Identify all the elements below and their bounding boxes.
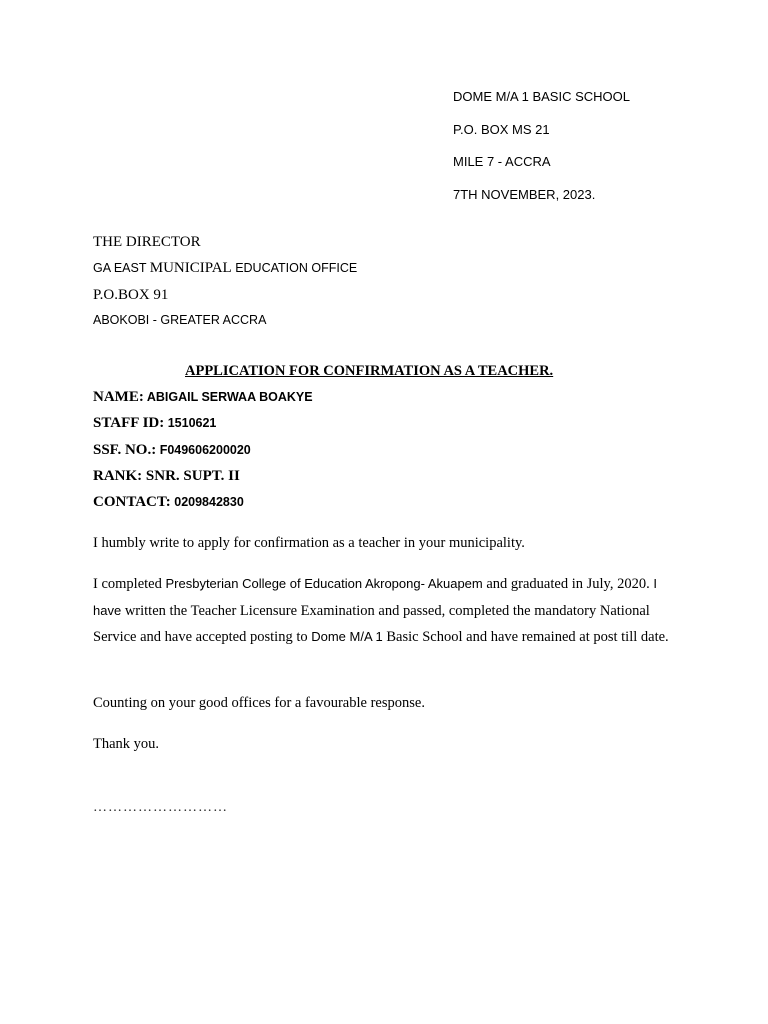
- name-label: NAME:: [93, 389, 144, 405]
- field-name: [93, 389, 313, 406]
- rank-label: RANK:: [93, 468, 143, 484]
- p2-part-c: and graduated in July, 2020.: [482, 576, 654, 592]
- body-paragraph-1: I humbly write to apply for confirmation as a teacher in your municipality.: [93, 535, 525, 551]
- recipient-office-part3: EDUCATION OFFICE: [231, 261, 358, 275]
- p2-part-d: I have: [93, 576, 657, 618]
- p2-part-g: Basic School and have remained at post till date.: [382, 629, 669, 645]
- rank-value: SNR. SUPT. II: [142, 468, 240, 484]
- contact-label: CONTACT:: [93, 494, 171, 510]
- sender-school: DOME M/A 1 BASIC SCHOOL: [453, 89, 630, 104]
- p2-school: Dome M/A 1: [311, 629, 383, 644]
- p2-part-a: I completed: [93, 576, 166, 592]
- sender-box: P.O. BOX MS 21: [453, 122, 550, 137]
- body-paragraph-3: Counting on your good offices for a favourable response.: [93, 695, 425, 711]
- field-contact: [93, 494, 244, 511]
- recipient-title: THE DIRECTOR: [93, 234, 201, 250]
- recipient-office-part2: MUNICIPAL: [149, 260, 232, 276]
- field-ssf: [93, 442, 251, 459]
- recipient-box: P.O.BOX 91: [93, 287, 169, 303]
- letter-subject: APPLICATION FOR CONFIRMATION AS A TEACHER.: [185, 363, 554, 379]
- letter-date: 7TH NOVEMBER, 2023.: [453, 187, 596, 202]
- field-rank: [93, 468, 240, 485]
- closing-thanks: Thank you.: [93, 736, 160, 752]
- recipient-office-part1: GA EAST: [93, 261, 150, 275]
- staff-id-value: 1510621: [164, 416, 217, 430]
- p2-part-e: written the Teacher Licensure Examination and passed, completed the mandatory National Service and have accepted posting to: [93, 602, 650, 645]
- body-paragraph-2: [93, 571, 673, 651]
- signature-line: ………………………: [93, 800, 228, 815]
- staff-id-label: STAFF ID:: [93, 415, 165, 431]
- recipient-office: [93, 260, 357, 277]
- p2-college: Presbyterian College of Education Akropong- Akuapem: [165, 576, 483, 591]
- contact-value: 0209842830: [170, 495, 244, 509]
- sender-location: MILE 7 - ACCRA: [453, 154, 551, 169]
- name-value: ABIGAIL SERWAA BOAKYE: [143, 390, 313, 404]
- ssf-value: F049606200020: [156, 443, 251, 457]
- ssf-label: SSF. NO.:: [93, 442, 157, 458]
- recipient-location: ABOKOBI - GREATER ACCRA: [93, 313, 267, 327]
- field-staff-id: [93, 415, 216, 432]
